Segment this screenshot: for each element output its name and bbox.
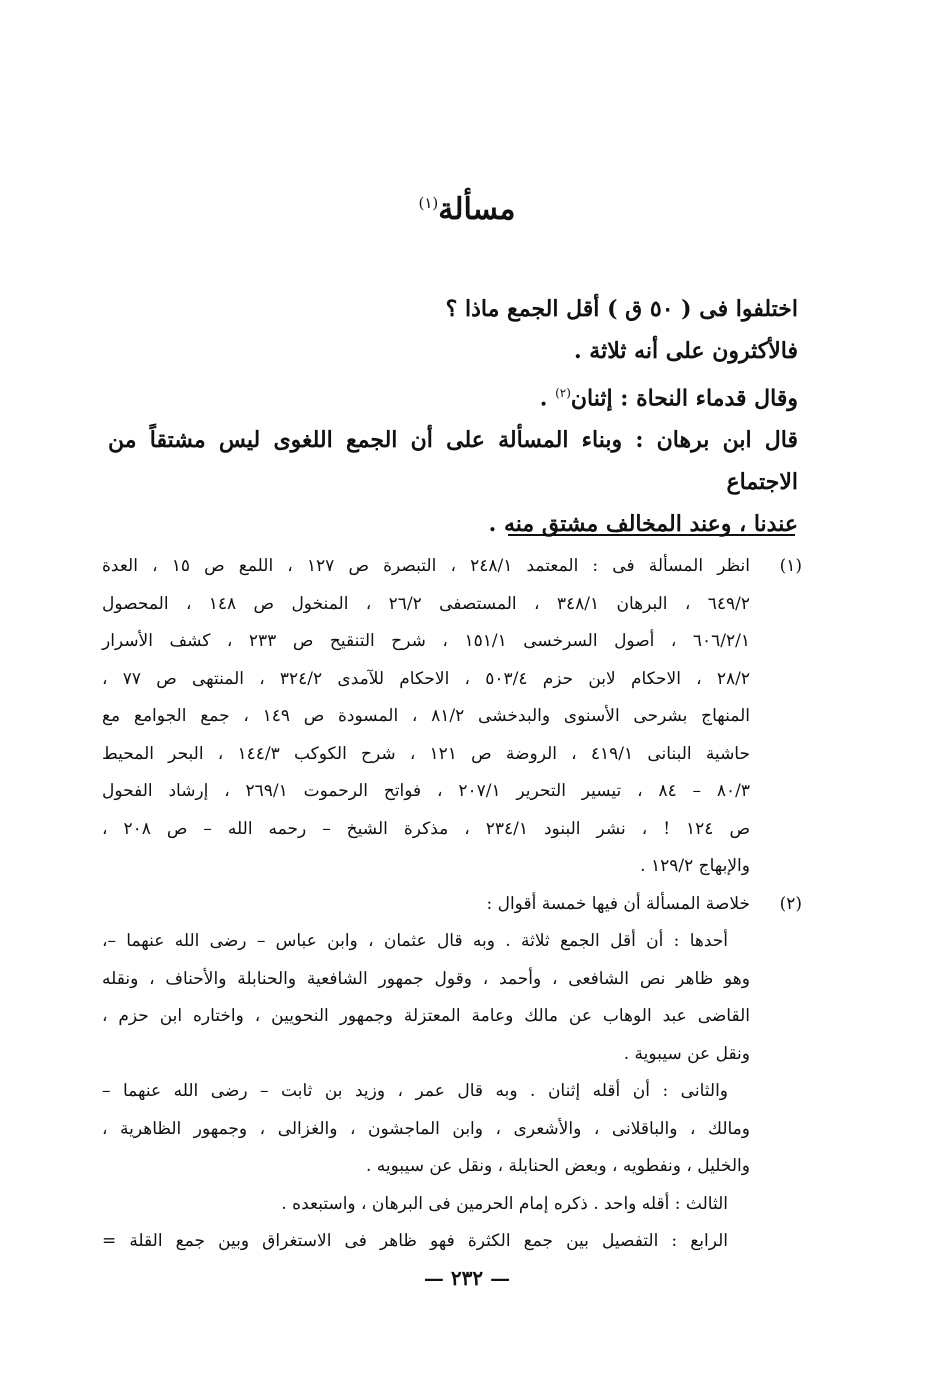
footnote-1-line: حاشية البنانى ٤١٩/١ ، الروضة ص ١٢١ ، شرح الكوكب ١٤٤/٣ ، البحر المحيط: [102, 743, 750, 764]
footnote-1-line: انظر المسألة فى : المعتمد ٢٤٨/١ ، التبصرة ص ١٢٧ ، اللمع ص ١٥ ، العدة: [102, 556, 750, 576]
footnote-2-para-4: الرابع : التفصيل بين جمع الكثرة فهو ظاهر فى الاستغراق وبين جمع القلة =: [102, 1231, 728, 1251]
main-line-3: [108, 372, 798, 419]
footnote-1-line: ٢٨/٢ ، الاحكام لابن حزم ٥٠٣/٤ ، الاحكام للآمدى ٣٢٤/٢ ، المنتهى ص ٧٧ ،: [102, 668, 751, 689]
footnote-2-number: (٢): [779, 893, 802, 914]
footnote-1-line: ٨٠/٣ – ٨٤ ، تيسير التحرير ٢٠٧/١ ، فواتح الرحموت ٢٦٩/١ ، إرشاد الفحول: [102, 781, 750, 801]
main-line-1: اختلفوا فى ( ٥٠ ق ) أقل الجمع ماذا ؟: [445, 296, 798, 322]
footnote-2-para-1-line: أحدها : أن أقل الجمع ثلاثة . وبه قال عثمان ، وابن عباس – رضى الله عنهما –،: [102, 931, 728, 951]
page-number: — ٢٣٢ —: [423, 1266, 511, 1290]
main-line-2: فالأكثرون على أنه ثلاثة .: [573, 338, 798, 364]
heading-footnote-ref: (١): [418, 194, 439, 212]
main-line-4: قال ابن برهان : وبناء المسألة على أن الجمع اللغوى ليس مشتقاً من الاجتماع: [108, 427, 798, 496]
footnote-1-line: ص ١٢٤ ! ، نشر البنود ٢٣٤/١ ، مذكرة الشيخ – رحمه الله – ص ٢٠٨ ،: [102, 818, 750, 839]
footnote-2-intro: خلاصة المسألة أن فيها خمسة أقوال :: [486, 893, 750, 914]
footnote-ref-2: (٢): [555, 386, 571, 400]
footnote-2-para-1-line: القاضى عبد الوهاب عن مالك وعامة المعتزلة وجمهور النحويين ، واختاره ابن حزم ،: [102, 1006, 750, 1026]
main-line-5: عندنا ، وعند المخالف مشتق منه .: [488, 511, 798, 538]
footnote-2: [102, 886, 802, 1261]
footnote-2-para-1-line: وهو ظاهر نص الشافعى ، وأحمد ، وقول جمهور الشافعية والحنابلة والأحناف ، ونقله: [102, 968, 750, 989]
footnote-2-para-1-line: ونقل عن سيبوية .: [623, 1043, 750, 1064]
main-text: [108, 288, 798, 545]
footnote-2-para-3: الثالث : أقله واحد . ذكره إمام الحرمين فى البرهان ، واستبعده .: [281, 1193, 728, 1214]
footnote-2-para-2-line: ومالك ، والباقلانى ، والأشعرى ، وابن الماجشون ، والغزالى ، وجمهور الظاهرية ،: [102, 1118, 750, 1139]
footnote-1-line: والإبهاج ١٢٩/٢ .: [640, 856, 750, 876]
footnote-1-line: ٦٤٩/٢ ، البرهان ٣٤٨/١ ، المستصفى ٢٦/٢ ، المنخول ص ١٤٨ ، المحصول: [102, 593, 750, 614]
main-line-3-end: .: [539, 385, 556, 412]
section-heading: [0, 192, 934, 227]
footnotes: [102, 548, 802, 1261]
footnote-2-para-2-line: والخليل ، ونفطويه ، وبعض الحنابلة ، ونقل عن سيبويه .: [366, 1156, 750, 1176]
heading-title: مسألة: [438, 192, 516, 227]
main-line-3-text: وقال قدماء النحاة : إثنان: [570, 385, 798, 412]
footnote-2-para-2-line: والثانى : أن أقله إثنان . وبه قال عمر ، وزيد بن ثابت – رضى الله عنهما –: [102, 1081, 728, 1101]
footnote-separator: [508, 534, 795, 536]
footnote-1: [102, 548, 802, 886]
footnote-1-number: (١): [779, 556, 802, 576]
footnote-1-line: المنهاج بشرحى الأسنوى والبدخشى ٨١/٢ ، المسودة ص ١٤٩ ، جمع الجوامع مع: [102, 706, 750, 726]
footnote-1-line: ٦٠٦/٢/١ ، أصول السرخسى ١٥١/١ ، شرح التنقيح ص ٢٣٣ ، كشف الأسرار: [102, 631, 751, 651]
